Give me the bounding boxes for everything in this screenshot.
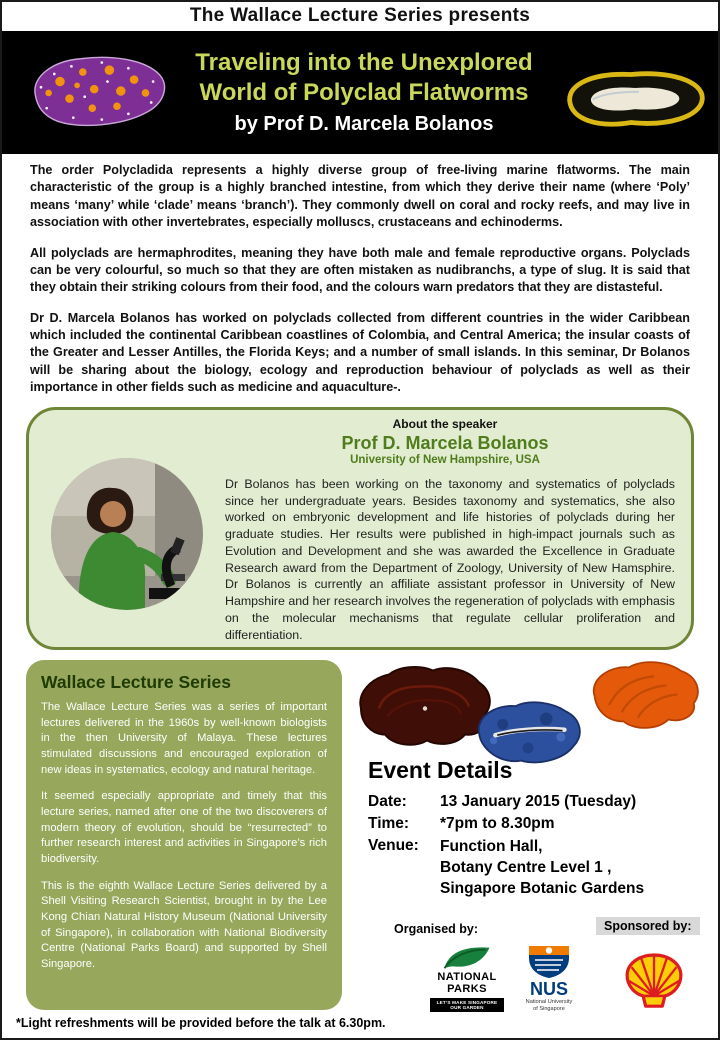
about-speaker-label: About the speaker <box>392 417 498 431</box>
wallace-paragraph-2: It seemed especially appropriate and timely that this lecture series, named after one of the two discoverers of modern theory of evolution, should be “resurrected” to further research interest and activities in Singapore’s rich biodiversity. <box>41 790 327 866</box>
organised-by-label: Organised by: <box>394 922 479 936</box>
banner-byline: by Prof D. Marcela Bolanos <box>234 113 494 136</box>
nus-shield-icon <box>527 944 571 980</box>
nus-name-line2: of Singapore <box>533 1005 565 1012</box>
date-value: 13 January 2015 (Tuesday) <box>440 793 637 810</box>
date-label: Date: <box>368 793 407 810</box>
leaf-icon <box>438 942 496 972</box>
speaker-heading <box>214 417 676 466</box>
nparks-wordmark-line2: PARKS <box>447 982 487 995</box>
banner-text <box>172 48 556 136</box>
nus-acronym: NUS <box>529 979 568 999</box>
speaker-name: Prof D. Marcela Bolanos <box>341 433 549 453</box>
wallace-paragraph-1: The Wallace Lecture Series was a series of important lectures delivered in the 1960s by well-known biologists in the then University of Malaya. These lectures stimulated discussions and encouraged exploration of new ideas in systematics, ecology and natural heritage. <box>41 701 327 776</box>
venue-line-3: Singapore Botanic Gardens <box>440 879 645 897</box>
intro-section <box>30 162 690 410</box>
nparks-wordmark-line1: NATIONAL <box>437 971 497 983</box>
national-parks-logo <box>430 942 504 1012</box>
event-details-title: Event Details <box>368 757 513 783</box>
speaker-bio: Dr Bolanos has been working on the taxonomy and systematics of polyclads since her undergraduate years. Besides taxonomy and systematics, she also worked on embryonic development and life histories of polyclads during her graduate studies. Her results were published in high-impact journals such as Evolution and Development and she was awarded the Excellence in Graduate Research award from the Department of Zoology, University of New Hamsphire. Dr Bolanos is currently an affiliate assistant professor in University of New Hampshire and her research involves the regeneration of polyclads with emphasis on the molecular mechanisms that regulate cellular proliferation and differentiation. <box>225 477 675 642</box>
series-header: The Wallace Lecture Series presents <box>189 5 531 26</box>
event-details-section <box>368 757 712 900</box>
intro-paragraph-3: Dr D. Marcela Bolanos has worked on polyclads collected from different countries in the wider Caribbean which included the continental Caribbean coastlines of Colombia, and Central America; the insular coasts of the Greater and Lesser Antilles, the Florida Keys; and a number of small islands. In this seminar, Dr Bolanos will be sharing about the biology, ecology and reproduction behaviour of polyclads as well as their importance in other fields such as medicine and aquaculture-. <box>30 310 690 395</box>
speaker-box <box>26 407 694 650</box>
banner-title-line1: Traveling into the Unexplored <box>195 49 533 76</box>
wallace-paragraph-3: This is the eighth Wallace Lecture Series delivered by a Shell Visiting Research Scientist, brought in by the Lee Kong Chian Natural History Museum (National University of Singapore), in collaboration with National Biodiversity Centre (National Parks Board) and supported by Shell Singapore. <box>41 879 327 971</box>
wallace-title: Wallace Lecture Series <box>41 672 232 692</box>
venue-value <box>440 837 712 900</box>
title-banner <box>2 31 718 154</box>
speaker-photo <box>51 458 203 610</box>
intro-paragraph-1: The order Polycladida represents a highly diverse group of free-living marine flatworms. The main characteristic of the group is a highly branched intestine, from which they derive their name (where ‘Poly’ means ‘many’ while ‘clade’ means ‘branch’). They commonly dwell on coral and rocky reefs, and may live in association with other invertebrates, especially molluscs, crustaceans and echinoderms. <box>30 163 690 230</box>
nus-name-line1: National University <box>525 998 573 1005</box>
venue-line-1: Function Hall, <box>440 838 543 855</box>
sponsored-by-label: Sponsored by: <box>596 917 700 935</box>
nparks-tagline: LET’S MAKE SINGAPORE OUR GARDEN <box>430 998 504 1012</box>
purple-flatworm-image <box>22 47 174 137</box>
intro-paragraph-2: All polyclads are hermaphrodites, meaning they have both male and female reproductive organs. Polyclads can be very colourful, so much so that they are often mistaken as nudibranchs, a type of slug. It is said that they obtain their striking colours from their food, and the colours warn predators that they are distasteful. <box>30 245 690 295</box>
speaker-affiliation: University of New Hampshire, USA <box>350 454 540 466</box>
nus-logo <box>516 944 582 1013</box>
venue-line-2: Botany Centre Level 1 , <box>440 858 612 876</box>
refreshments-note: *Light refreshments will be provided before the talk at 6.30pm. <box>16 1016 386 1030</box>
event-details-grid <box>368 793 712 900</box>
time-label: Time: <box>368 815 410 832</box>
wallace-series-box <box>26 660 342 1010</box>
venue-label: Venue: <box>368 837 419 854</box>
shell-logo <box>622 948 686 1010</box>
yellow-flatworm-image <box>562 63 710 135</box>
banner-title-line2: World of Polyclad Flatworms <box>199 79 529 107</box>
time-value: *7pm to 8.30pm <box>440 815 555 832</box>
orange-flatworm-image <box>582 652 708 734</box>
